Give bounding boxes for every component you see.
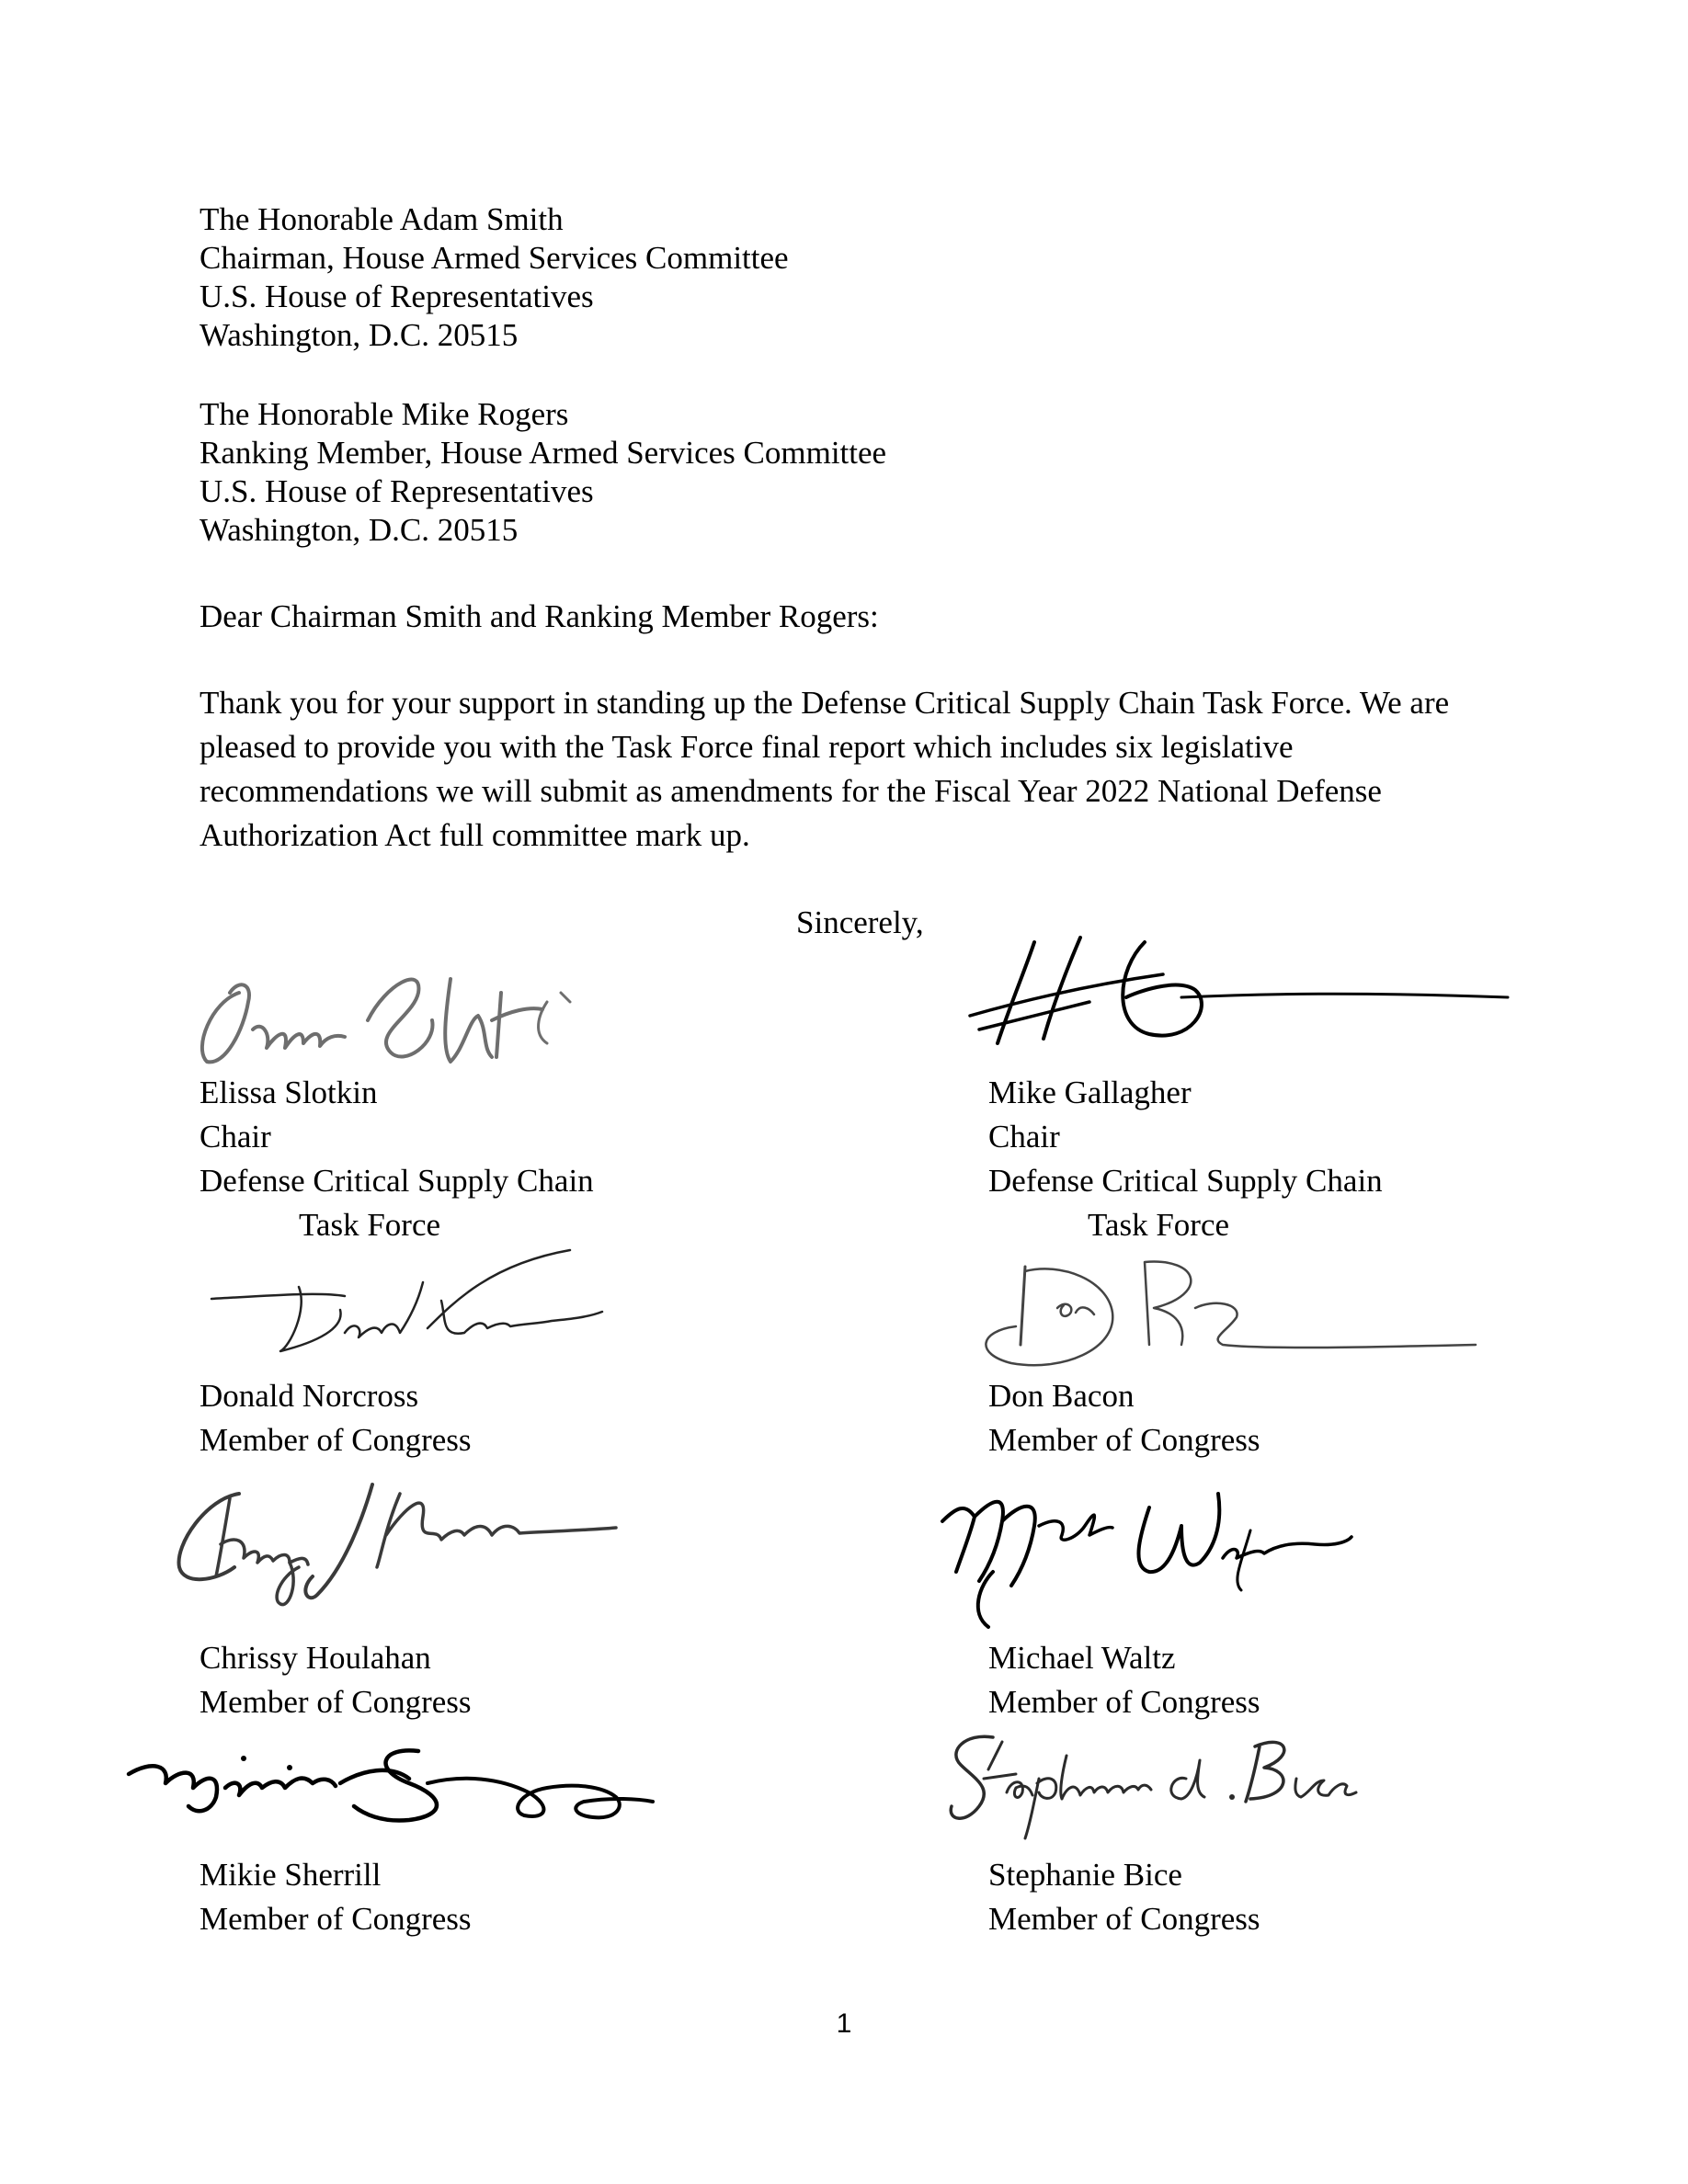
signature-norcross [207,1246,611,1365]
addressee-block-smith [200,200,789,355]
signatory-gallagher [988,1071,1383,1247]
addressee-line: The Honorable Mike Rogers [200,396,569,432]
signatory-name: Michael Waltz [988,1640,1176,1676]
signatory-org-line: Task Force [1088,1207,1230,1243]
addressee-block-rogers [200,395,886,550]
addressee-line: Washington, D.C. 20515 [200,317,519,353]
signatory-org-line: Defense Critical Supply Chain [200,1163,594,1199]
addressee-line: Ranking Member, House Armed Services Committee [200,435,887,471]
signatory-name: Don Bacon [988,1378,1135,1414]
signatory-name: Mikie Sherrill [200,1857,382,1893]
addressee-line: Chairman, House Armed Services Committee [200,240,789,276]
signature-sherrill [115,1742,657,1848]
signatory-norcross [200,1374,472,1462]
signatory-name: Mike Gallagher [988,1075,1192,1110]
signature-waltz [938,1471,1361,1632]
signatory-title: Member of Congress [200,1422,472,1458]
signatory-waltz [988,1636,1260,1724]
signatory-slotkin [200,1071,594,1247]
signatory-title: Member of Congress [200,1684,472,1720]
signatory-sherrill [200,1853,472,1941]
signatory-title: Chair [200,1119,271,1155]
signature-slotkin [175,928,598,1080]
signatory-houlahan [200,1636,472,1724]
signature-bice [938,1723,1361,1848]
signature-houlahan [161,1471,621,1613]
signatory-name: Elissa Slotkin [200,1075,378,1110]
signatory-bacon [988,1374,1260,1462]
signatory-title: Chair [988,1119,1060,1155]
signature-bacon [961,1257,1480,1377]
salutation: Dear Chairman Smith and Ranking Member Rogers: [200,598,879,634]
signatory-org-line: Defense Critical Supply Chain [988,1163,1383,1199]
letter-body-paragraph: Thank you for your support in standing up the Defense Critical Supply Chain Task Force. We are pleased to provide you with the Task Force final report which includes six legislative recommendations we will submit as amendments for the Fiscal Year 2022 National Defense Authorization Act full committee mark up. [200,685,1450,853]
signatory-name: Stephanie Bice [988,1857,1182,1893]
signatory-title: Member of Congress [988,1422,1260,1458]
signatory-org-line: Task Force [299,1207,441,1243]
closing: Sincerely, [796,904,924,940]
signatory-title: Member of Congress [988,1901,1260,1937]
addressee-line: U.S. House of Representatives [200,473,594,509]
addressee-line: Washington, D.C. 20515 [200,512,519,548]
signatory-bice [988,1853,1260,1941]
signatory-name: Donald Norcross [200,1378,419,1414]
addressee-line: U.S. House of Representatives [200,279,594,314]
signature-gallagher [961,933,1512,1057]
page-number: 1 [836,2008,852,2039]
signatory-title: Member of Congress [200,1901,472,1937]
signatory-name: Chrissy Houlahan [200,1640,431,1676]
addressee-line: The Honorable Adam Smith [200,201,564,237]
signatory-title: Member of Congress [988,1684,1260,1720]
